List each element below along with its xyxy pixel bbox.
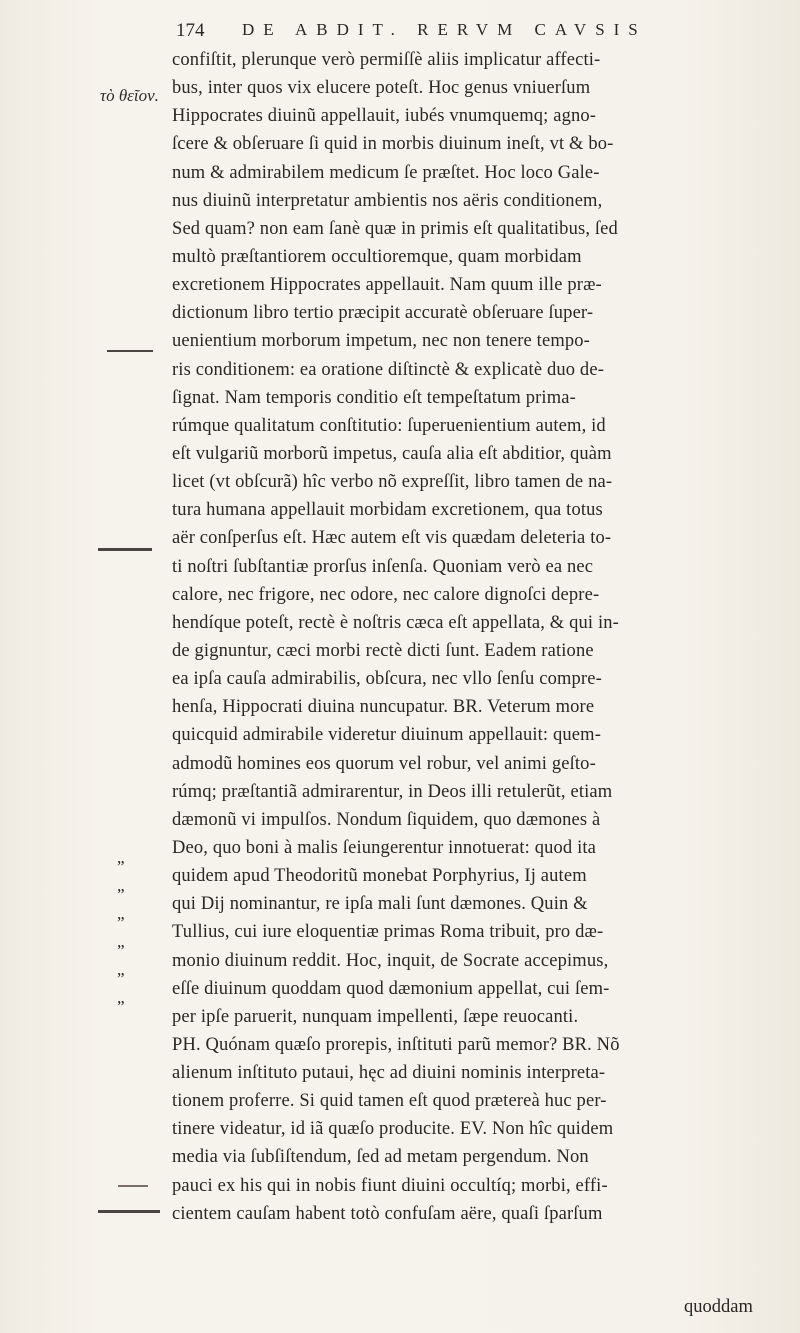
text-line: rúmq; præſtantiã admirarentur, in Deos illi retulerũt, etiam xyxy=(172,781,613,802)
text-line: dictionum libro tertio præcipit accuratè obſeruare ſuper- xyxy=(172,303,594,324)
margin-dash xyxy=(98,1210,160,1213)
text-line: calore, nec frigore, nec odore, nec calore dignoſci depre- xyxy=(172,584,600,605)
margin-dash xyxy=(98,548,152,551)
margin-quote-mark: „ xyxy=(117,876,125,895)
text-line: aër conſperſus eſt. Hæc autem eſt vis quædam deleteria to- xyxy=(172,528,612,549)
catchword: quoddam xyxy=(684,1297,753,1317)
page-number: 174 xyxy=(176,20,205,41)
text-line: alienum inſtituto putaui, hęc ad diuini nominis interpreta- xyxy=(172,1063,606,1084)
text-line: tura humana appellauit morbidam excretionem, qua totus xyxy=(172,500,603,521)
text-line: quicquid admirabile videretur diuinum appellauit: quem- xyxy=(172,725,602,746)
text-line: Deo, quo boni à malis ſeiungerentur innotuerat: quod ita xyxy=(172,837,597,858)
margin-quote-mark: „ xyxy=(117,848,125,867)
text-line: admodũ homines eos quorum vel robur, vel animi geſto- xyxy=(172,753,596,774)
text-line: confiſtit, plerunque verò permiſſè aliis implicatur affecti- xyxy=(172,50,601,70)
body-text xyxy=(172,46,772,1228)
text-line: bus, inter quos vix elucere poteſt. Hoc genus vniuerſum xyxy=(172,78,591,99)
text-line: num & admirabilem medicum ſe præſtet. Hoc loco Gale- xyxy=(172,162,600,183)
text-line: ti noſtri ſubſtantiæ prorſus inſenſa. Quoniam verò ea nec xyxy=(172,556,594,577)
running-title: DE ABDIT. RERVM CAVSIS xyxy=(242,20,647,39)
margin-quote-mark: „ xyxy=(117,960,125,979)
text-line: ris conditionem: ea oratione diſtinctè & explicatè duo de- xyxy=(172,359,605,380)
text-line: qui Dij nominantur, re ipſa mali ſunt dæmones. Quin & xyxy=(172,894,588,915)
text-line: uenientium morborum impetum, nec non tenere tempo- xyxy=(172,331,590,352)
text-line: excretionem Hippocrates appellauit. Nam quum ille præ- xyxy=(172,275,602,296)
text-line: dæmonũ vi impulſos. Nondum ſiquidem, quo dæmones à xyxy=(172,809,601,830)
text-line: quidem apud Theodoritũ monebat Porphyrius, Ij autem xyxy=(172,866,587,887)
text-line: media via ſubſiſtendum, ſed ad metam pergendum. Non xyxy=(172,1147,589,1168)
text-line: tionem proferre. Si quid tamen eſt quod prætereà huc per- xyxy=(172,1091,607,1112)
running-head xyxy=(176,18,766,48)
text-line: ſignat. Nam temporis conditio eſt tempeſtatum prima- xyxy=(172,387,576,408)
text-line: Tullius, cui iure eloquentiæ primas Roma tribuit, pro dæ- xyxy=(172,922,604,943)
text-line: ea ipſa cauſa admirabilis, obſcura, nec vllo ſenſu compre- xyxy=(172,669,602,690)
text-line: PH. Quónam quæſo prorepis, inſtituti parũ memor? BR. Nõ xyxy=(172,1034,620,1055)
margin-quote-mark: „ xyxy=(117,932,125,951)
text-line: hendíque poteſt, rectè è noſtris cæca eſt appellata, & qui in- xyxy=(172,612,619,633)
text-line: de gignuntur, cæci morbi rectè dicti ſunt. Eadem ratione xyxy=(172,640,594,661)
text-line: nus diuinũ interpretatur ambientis nos aëris conditionem, xyxy=(172,190,603,211)
text-line: eſſe diuinum quoddam quod dæmonium appellat, cui ſem- xyxy=(172,978,610,999)
margin-quote-mark: „ xyxy=(117,904,125,923)
text-line: ſcere & obſeruare ſi quid in morbis diuinum ineſt, vt & bo- xyxy=(172,134,614,155)
margin-dash xyxy=(118,1185,148,1187)
text-line: per ipſe paruerit, nunquam impellenti, ſæpe reuocanti. xyxy=(172,1006,579,1027)
text-line: pauci ex his qui in nobis fiunt diuini occultíq; morbi, effi- xyxy=(172,1175,608,1196)
margin-note-greek: τὸ θεῖον. xyxy=(100,86,159,105)
text-line: multò præſtantiorem occultioremque, quam morbidam xyxy=(172,246,582,267)
text-line: henſa, Hippocrati diuina nuncupatur. BR. Veterum more xyxy=(172,697,595,718)
text-line: Sed quam? non eam ſanè quæ in primis eſt qualitatibus, ſed xyxy=(172,218,618,239)
text-line: tinere videatur, id iã quæſo producite. EV. Non hîc quidem xyxy=(172,1119,614,1140)
text-line: rúmque qualitatum conſtitutio: ſuperuenientium autem, id xyxy=(172,415,606,436)
margin-quote-mark: „ xyxy=(117,988,125,1007)
text-line: monio diuinum reddit. Hoc, inquit, de Socrate accepimus, xyxy=(172,950,609,971)
text-line: Hippocrates diuinũ appellauit, iubés vnumquemq; agno- xyxy=(172,106,597,127)
text-line: eſt vulgariũ morborũ impetus, cauſa alia eſt abditior, quàm xyxy=(172,443,612,464)
margin-dash xyxy=(107,350,153,352)
text-line: licet (vt obſcurã) hîc verbo nõ expreſſit, libro tamen de na- xyxy=(172,472,613,493)
text-line: cientem cauſam habent totò confuſam aëre, quaſi ſparſum xyxy=(172,1203,603,1224)
